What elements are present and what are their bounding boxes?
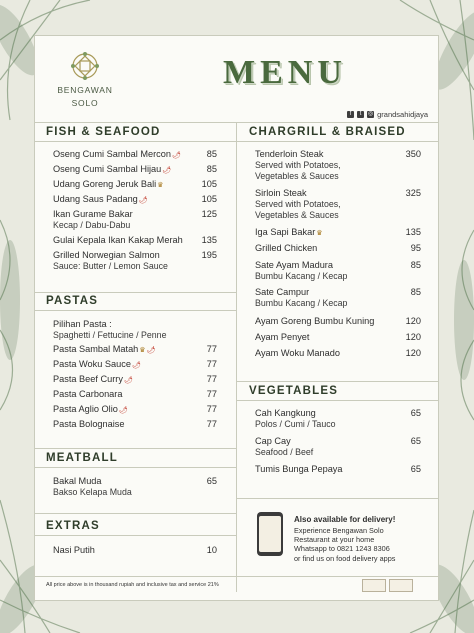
price-footnote: All price above is in thousand rupiah and inclusive tax and service 21%: [46, 582, 219, 588]
menu-item: Sate Ayam Madura Bumbu Kacang / Kecap: [255, 260, 348, 281]
menu-item-price: 77: [206, 374, 217, 384]
partner-logos: [362, 579, 413, 592]
menu-item: Oseng Cumi Sambal Hijau🌶: [53, 164, 172, 174]
menu-item: Cap Cay Seafood / Beef: [255, 436, 314, 457]
menu-item: Udang Goreng Jeruk Bali♛: [53, 179, 164, 189]
chili-icon: 🌶: [146, 347, 156, 354]
social-handle: [347, 110, 428, 119]
menu-item: Bakal Muda Bakso Kelapa Muda: [53, 476, 132, 497]
menu-item: Ayam Goreng Bumbu Kuning: [255, 316, 375, 326]
social-handle-text: grandsahidjaya: [377, 110, 428, 119]
menu-item: Sate Campur Bumbu Kacang / Kecap: [255, 287, 348, 308]
menu-item-price: 350: [405, 149, 421, 159]
menu-item: Nasi Putih: [53, 545, 95, 555]
divider: [35, 141, 236, 142]
page-title: MENU: [223, 54, 347, 91]
menu-item-price: 77: [206, 344, 217, 354]
menu-item-option: Bumbu Kacang / Kecap: [255, 298, 348, 308]
menu-item-option: Seafood / Beef: [255, 447, 314, 457]
chef-hat-icon: ♛: [316, 230, 323, 237]
menu-item-price: 85: [206, 149, 217, 159]
instagram-icon: ◎: [368, 111, 374, 117]
chef-hat-icon: ♛: [157, 182, 164, 189]
divider: [35, 292, 236, 293]
section-title-meatball: MEATBALL: [46, 452, 118, 464]
menu-item-option: Served with Potatoes,: [255, 160, 341, 170]
chili-icon: 🌶: [138, 197, 148, 204]
menu-item-price: 85: [410, 287, 421, 297]
menu-item: Tenderloin Steak Served with Potatoes, Vegetables & Sauces: [255, 149, 341, 181]
menu-item-price: 95: [410, 243, 421, 253]
menu-item-option: Sauce: Butter / Lemon Sauce: [53, 261, 168, 271]
menu-item-option: Kecap / Dabu-Dabu: [53, 220, 131, 230]
menu-item: Pasta Sambal Matah♛🌶: [53, 344, 156, 354]
menu-item-price: 65: [410, 408, 421, 418]
divider: [236, 498, 438, 499]
menu-item: Sirloin Steak Served with Potatoes, Vegetables & Sauces: [255, 188, 341, 220]
menu-item-option: Bakso Kelapa Muda: [53, 487, 132, 497]
partner-logo: [362, 579, 386, 592]
delivery-text: Experience Bengawan Solo Restaurant at your home Whatsapp to 0821 1243 8306 or find us on food delivery apps: [294, 526, 396, 563]
menu-item: Pasta Aglio Olio🌶: [53, 404, 128, 414]
menu-item-price: 325: [405, 188, 421, 198]
menu-item: Pasta Bolognaise: [53, 419, 125, 429]
chili-icon: 🌶: [131, 362, 141, 369]
divider: [35, 535, 236, 536]
menu-item: Gulai Kepala Ikan Kakap Merah: [53, 235, 183, 245]
menu-item-price: 120: [405, 332, 421, 342]
chili-icon: 🌶: [171, 152, 181, 159]
brand-logo: [45, 50, 125, 108]
brand-name-line1: BENGAWAN: [57, 85, 113, 95]
menu-item-price: 77: [206, 404, 217, 414]
divider: [35, 467, 236, 468]
menu-item-option: Vegetables & Sauces: [255, 210, 339, 220]
menu-item: Udang Saus Padang🌶: [53, 194, 148, 204]
menu-item: Ayam Woku Manado: [255, 348, 340, 358]
column-divider: [236, 122, 237, 592]
menu-item: Tumis Bunga Pepaya: [255, 464, 343, 474]
menu-item: Grilled Norwegian Salmon Sauce: Butter / Lemon Sauce: [53, 250, 168, 271]
menu-item: Grilled Chicken: [255, 243, 318, 253]
menu-item-price: 77: [206, 359, 217, 369]
divider: [236, 381, 438, 382]
menu-item: Ikan Gurame Bakar Kecap / Dabu-Dabu: [53, 209, 133, 230]
menu-item-price: 85: [206, 164, 217, 174]
phone-app-icon: [257, 512, 283, 556]
divider: [35, 448, 236, 449]
divider: [35, 513, 236, 514]
menu-item-option: Bumbu Kacang / Kecap: [255, 271, 348, 281]
brand-mark-icon: [69, 50, 101, 82]
divider: [236, 141, 438, 142]
section-title-vegetables: VEGETABLES: [249, 385, 339, 397]
chili-icon: 🌶: [123, 377, 133, 384]
menu-item-price: 105: [201, 179, 217, 189]
menu-item-price: 65: [410, 464, 421, 474]
menu-item-price: 85: [410, 260, 421, 270]
section-title-pastas: PASTAS: [46, 295, 99, 307]
section-title-fish-seafood: FISH & SEAFOOD: [46, 126, 161, 138]
delivery-title: Also available for delivery!: [294, 515, 396, 524]
facebook-icon: f: [347, 111, 354, 118]
menu-item-price: 135: [405, 227, 421, 237]
menu-item-price: 195: [201, 250, 217, 260]
menu-item-price: 105: [201, 194, 217, 204]
menu-item-price: 120: [405, 316, 421, 326]
menu-item-option: Served with Potatoes,: [255, 199, 341, 209]
pasta-choice: Pilihan Pasta : Spaghetti / Fettucine / Penne: [53, 319, 167, 340]
divider: [35, 310, 236, 311]
menu-item-option: Vegetables & Sauces: [255, 171, 339, 181]
chili-icon: 🌶: [162, 167, 172, 174]
divider: [236, 400, 438, 401]
divider: [35, 576, 438, 577]
menu-item-price: 77: [206, 389, 217, 399]
chili-icon: 🌶: [118, 407, 128, 414]
menu-item-price: 120: [405, 348, 421, 358]
chef-hat-icon: ♛: [139, 347, 146, 354]
menu-item-price: 135: [201, 235, 217, 245]
twitter-icon: t: [357, 111, 364, 118]
menu-item-price: 10: [206, 545, 217, 555]
brand-name-line2: SOLO: [71, 98, 99, 108]
section-title-chargrill-braised: CHARGRILL & BRAISED: [249, 126, 406, 138]
pasta-choice-options: Spaghetti / Fettucine / Penne: [53, 330, 167, 340]
menu-item: Pasta Beef Curry🌶: [53, 374, 133, 384]
menu-item: Oseng Cumi Sambal Mercon🌶: [53, 149, 181, 159]
menu-item-option: Polos / Cumi / Tauco: [255, 419, 336, 429]
section-title-extras: EXTRAS: [46, 520, 100, 532]
menu-item: Ayam Penyet: [255, 332, 310, 342]
menu-item-price: 65: [206, 476, 217, 486]
menu-item-price: 125: [201, 209, 217, 219]
menu-item-price: 77: [206, 419, 217, 429]
menu-item: Pasta Carbonara: [53, 389, 123, 399]
menu-item: Iga Sapi Bakar♛: [255, 227, 323, 237]
menu-item: Cah Kangkung Polos / Cumi / Tauco: [255, 408, 336, 429]
menu-card: [34, 35, 439, 601]
partner-logo: [389, 579, 413, 592]
menu-item: Pasta Woku Sauce🌶: [53, 359, 141, 369]
menu-item-price: 65: [410, 436, 421, 446]
